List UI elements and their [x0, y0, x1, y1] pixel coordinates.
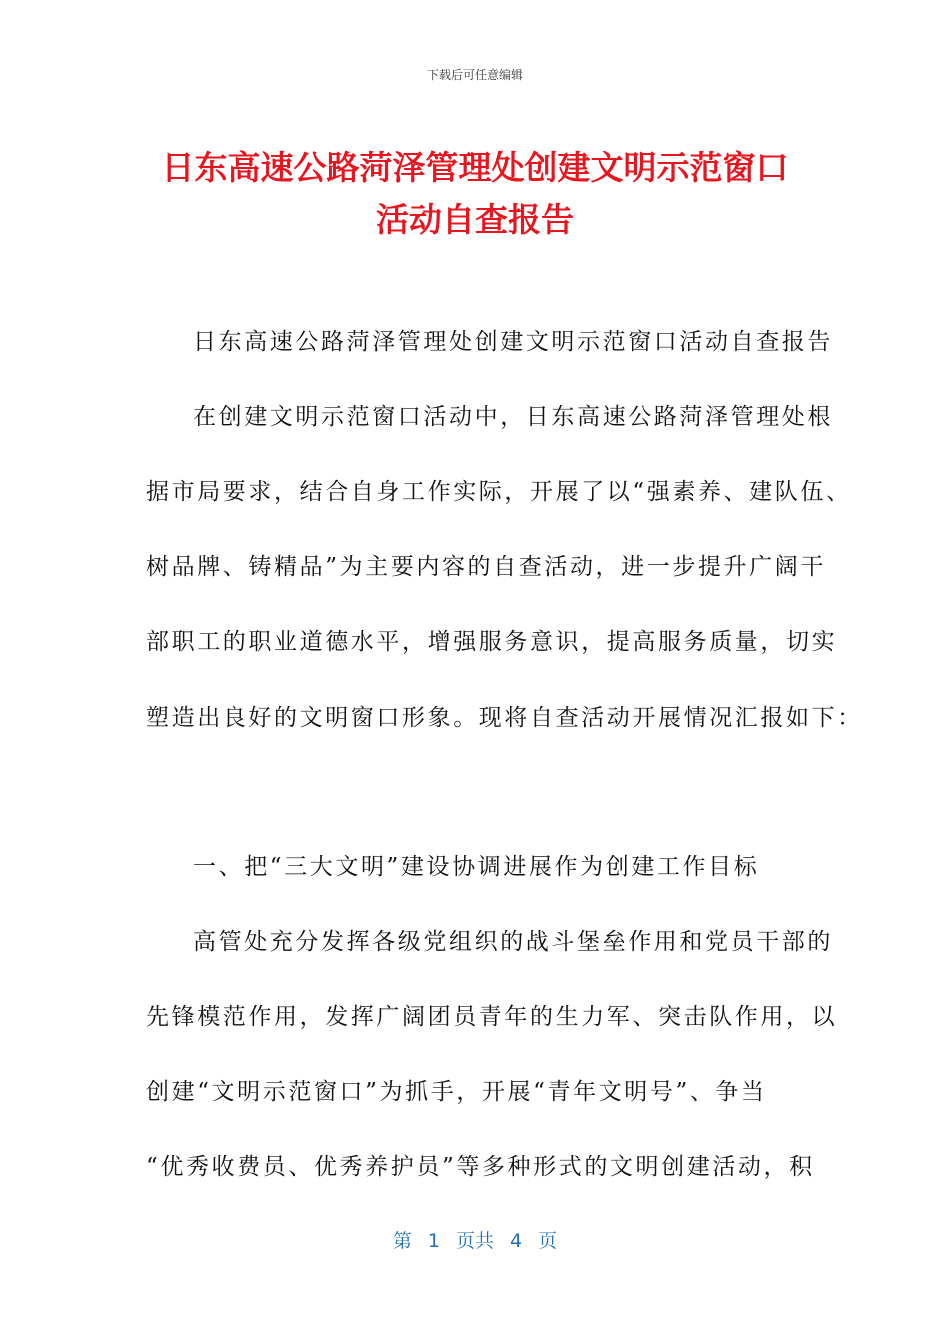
- paragraph-line: 部职工的职业道德水平，增强服务意识，提高服务质量，切实: [146, 629, 838, 655]
- footer-total-pages: 4: [510, 1230, 523, 1252]
- footer-current-page: 1: [427, 1230, 440, 1252]
- paragraph-line: 据市局要求，结合自身工作实际，开展了以“强素养、建队伍、: [146, 479, 852, 505]
- header-note: 下载后可任意编辑: [426, 68, 523, 82]
- footer-suffix: 页: [538, 1230, 558, 1252]
- paragraph-line: 先锋模范作用，发挥广阔团员青年的生力军、突击队作用，以: [146, 1004, 838, 1030]
- paragraph-line: “优秀收费员、优秀养护员”等多种形式的文明创建活动，积: [146, 1154, 815, 1180]
- document-title: [100, 142, 850, 246]
- paragraph-line: 创建“文明示范窗口”为抓手，开展“青年文明号”、争当: [146, 1079, 767, 1105]
- paragraph-line: 树品牌、铸精品”为主要内容的自查活动，进一步提升广阔干: [146, 554, 826, 580]
- footer-middle: 页共: [455, 1230, 494, 1252]
- paragraph-line: 高管处充分发挥各级党组织的战斗堡垒作用和党员干部的: [193, 929, 833, 955]
- title-line-1: 日东高速公路菏泽管理处创建文明示范窗口: [161, 148, 789, 187]
- page-footer: [0, 1226, 950, 1253]
- footer-prefix: 第: [392, 1230, 412, 1252]
- paragraph-line: 日东高速公路菏泽管理处创建文明示范窗口活动自查报告: [193, 329, 833, 355]
- paragraph-line: 在创建文明示范窗口活动中，日东高速公路菏泽管理处根: [193, 404, 833, 430]
- title-line-2: 活动自查报告: [376, 200, 574, 239]
- paragraph-line: 塑造出良好的文明窗口形象。现将自查活动开展情况汇报如下：: [146, 705, 863, 731]
- section-heading: 一、把“三大文明”建设协调进展作为创建工作目标: [193, 854, 760, 880]
